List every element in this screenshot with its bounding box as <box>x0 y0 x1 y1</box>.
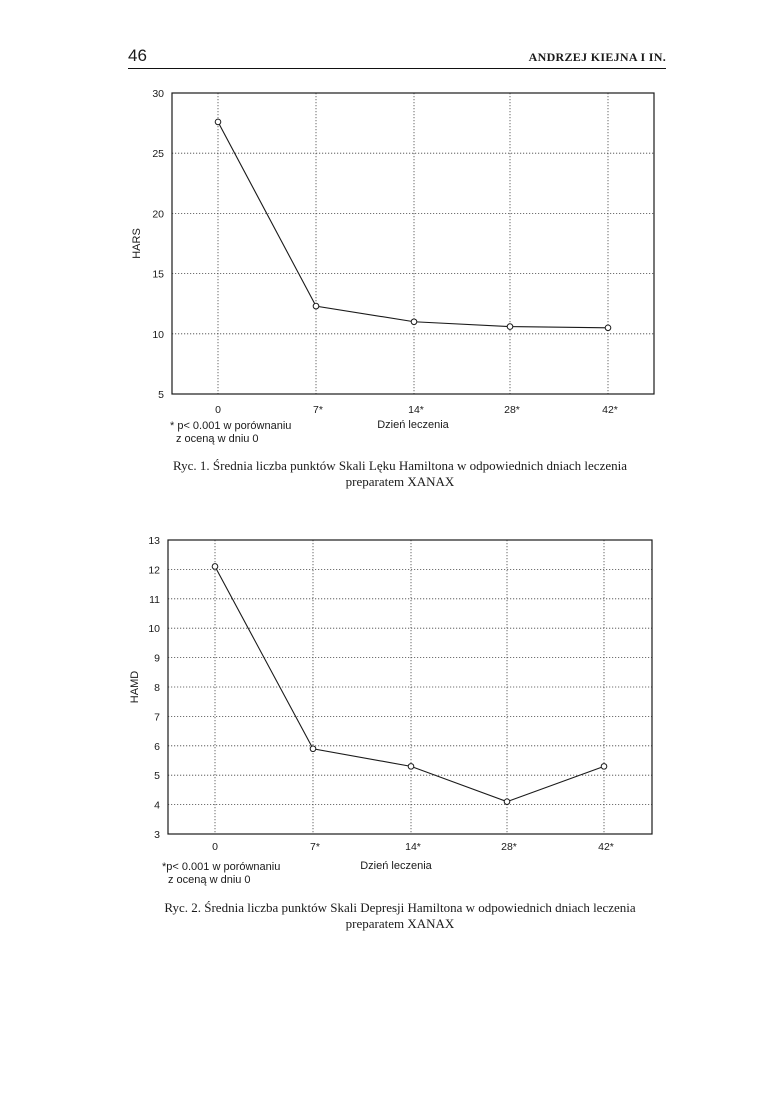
figure-2-caption-line2: preparatem XANAX <box>345 916 455 931</box>
y-tick-label: 7 <box>154 711 160 724</box>
figure-2-caption <box>140 900 660 932</box>
x-tick-label: 42* <box>602 404 618 416</box>
y-tick-label: 25 <box>152 148 164 161</box>
running-head: ANDRZEJ KIEJNA I IN. <box>528 50 666 64</box>
data-point <box>408 764 414 770</box>
figure-2-caption-line1: Ryc. 2. Średnia liczba punktów Skali Depresji Hamiltona w odpowiednich dniach leczenia <box>164 900 636 915</box>
hars-chart <box>0 80 780 465</box>
data-point <box>310 746 316 752</box>
footnote-line2: z oceną w dniu 0 <box>168 874 251 886</box>
y-tick-label: 5 <box>154 770 160 783</box>
page-number: 46 <box>128 46 147 65</box>
y-tick-label: 10 <box>152 328 164 341</box>
data-point <box>601 764 607 770</box>
data-point <box>215 119 221 125</box>
x-tick-label: 0 <box>215 404 221 416</box>
figure-1-caption-line2: preparatem XANAX <box>345 474 455 489</box>
data-point <box>504 799 510 805</box>
y-tick-label: 30 <box>152 88 164 100</box>
data-point <box>313 303 319 309</box>
y-tick-label: 6 <box>154 740 160 753</box>
data-point <box>507 324 513 330</box>
data-point <box>212 564 218 570</box>
y-tick-label: 5 <box>158 389 164 401</box>
x-axis-title: Dzień leczenia <box>377 419 449 431</box>
y-tick-label: 8 <box>154 682 160 694</box>
x-tick-label: 28* <box>501 841 517 853</box>
footnote-line1: *p< 0.001 w porównaniu <box>162 861 281 873</box>
y-tick-label: 3 <box>154 829 160 841</box>
y-tick-label: 9 <box>154 652 160 665</box>
figure-1-caption-line1: Ryc. 1. Średnia liczba punktów Skali Lęku Hamiltona w odpowiednich dniach leczenia <box>173 458 627 473</box>
y-tick-label: 15 <box>152 268 164 281</box>
x-tick-label: 14* <box>405 841 421 853</box>
y-axis-title: HARS <box>131 228 143 259</box>
y-tick-label: 11 <box>149 593 160 606</box>
x-tick-label: 7* <box>310 841 320 853</box>
data-point <box>411 319 417 325</box>
y-tick-label: 13 <box>148 535 160 547</box>
page-header <box>128 46 666 69</box>
y-tick-label: 10 <box>148 623 160 636</box>
footnote-line1: * p< 0.001 w porównaniu <box>170 420 292 432</box>
y-tick-label: 12 <box>148 564 160 577</box>
footnote-line2: z oceną w dniu 0 <box>176 433 259 445</box>
hamd-chart <box>0 530 780 900</box>
x-tick-label: 42* <box>598 841 614 853</box>
plot-frame <box>172 93 654 394</box>
x-tick-label: 0 <box>212 841 218 853</box>
y-axis-title: HAMD <box>129 670 141 704</box>
figure-1-caption <box>140 458 660 490</box>
data-point <box>605 325 611 331</box>
x-tick-label: 14* <box>408 404 424 416</box>
y-tick-label: 20 <box>152 208 164 221</box>
y-tick-label: 4 <box>154 799 160 812</box>
series-line <box>218 122 608 328</box>
x-tick-label: 7* <box>313 404 323 416</box>
x-axis-title: Dzień leczenia <box>360 860 432 872</box>
x-tick-label: 28* <box>504 404 520 416</box>
